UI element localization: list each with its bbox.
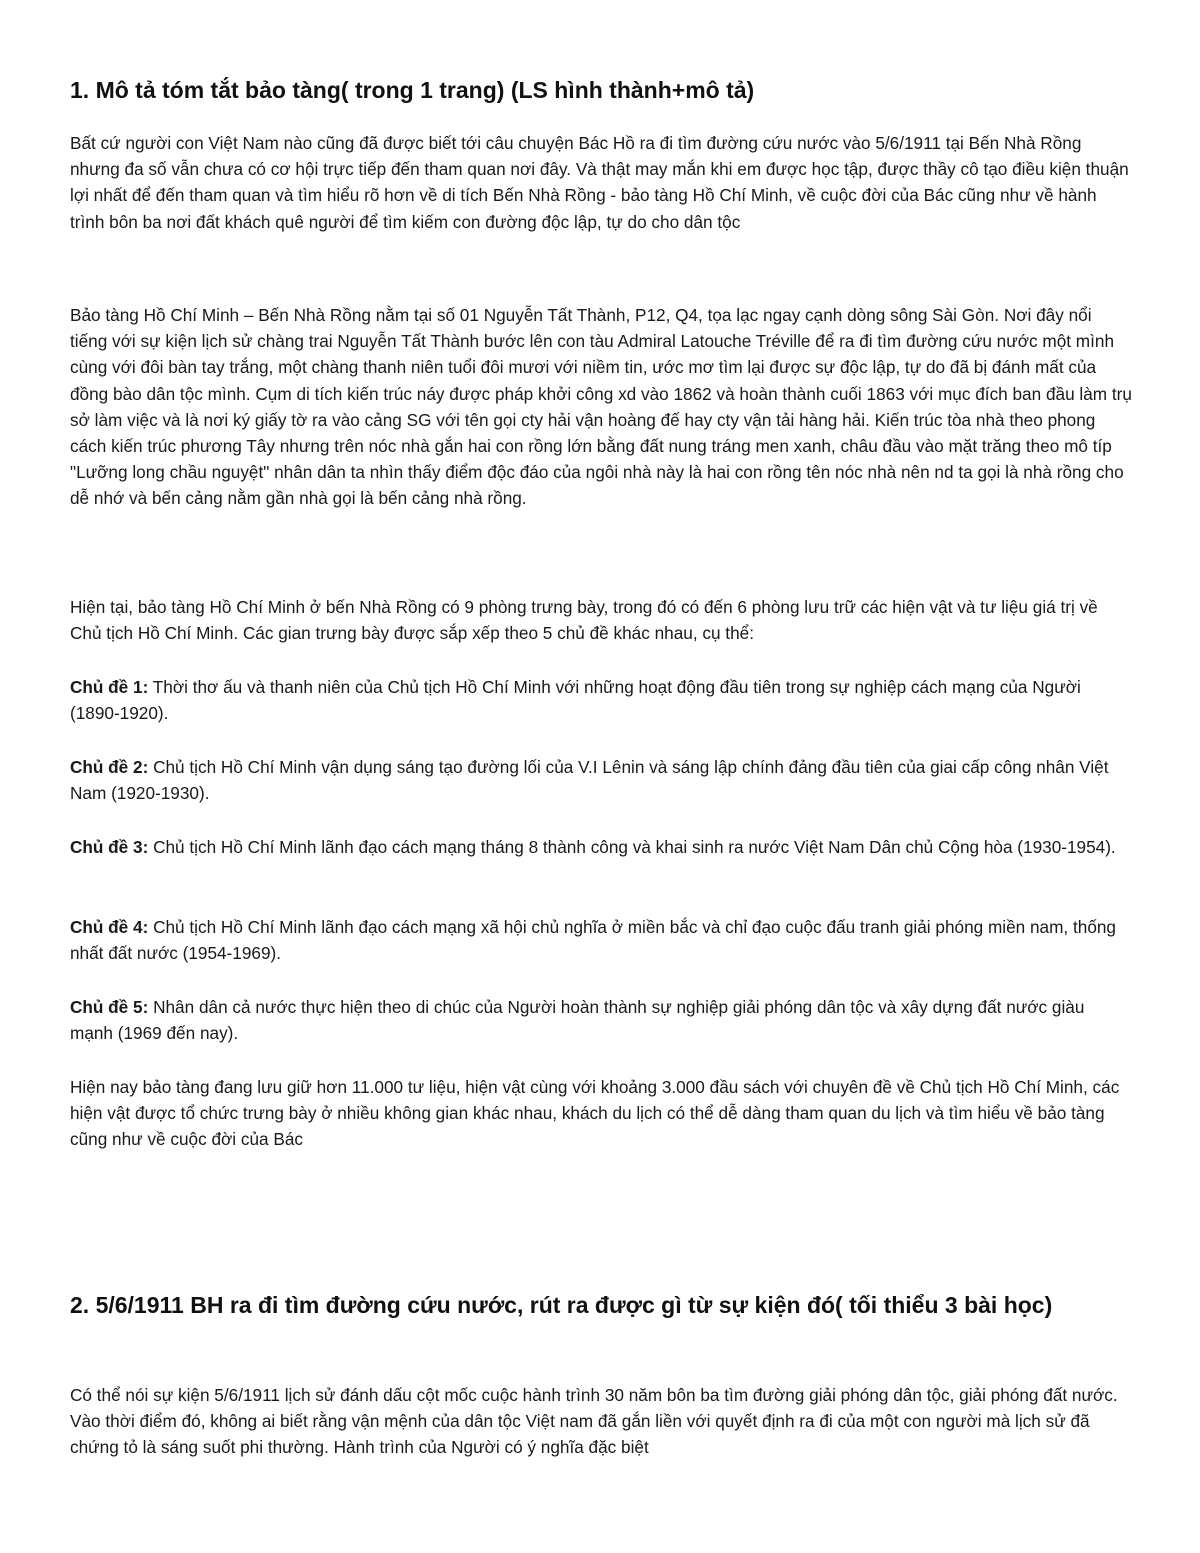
section-2-paragraph-1: Có thể nói sự kiện 5/6/1911 lịch sử đánh dấu cột mốc cuộc hành trình 30 năm bôn ba tìm đường giải phóng dân tộc, giải phóng đất nước. Vào thời điểm đó, không ai biết rằng vận mệnh của dân tộc Việt nam đã gắn liền với quyết định ra đi của một con người mà lịch sử đã chứng tỏ là sáng suốt phi thường. Hành trình của Người có ý nghĩa đặc biệt — [70, 1385, 1118, 1458]
topic-5-paragraph — [70, 994, 1132, 1046]
section-1-paragraph-3: Hiện tại, bảo tàng Hồ Chí Minh ở bến Nhà Rồng có 9 phòng trưng bày, trong đó có đến 6 phòng lưu trữ các hiện vật và tư liệu giá trị về Chủ tịch Hồ Chí Minh. Các gian trưng bày được sắp xếp theo 5 chủ đề khác nhau, cụ thể: — [70, 597, 1098, 644]
section-2-heading: 2. 5/6/1911 BH ra đi tìm đường cứu nước, rút ra được gì từ sự kiện đó( tối thiểu 3 bài học) — [70, 1292, 1053, 1318]
topic-5-label: Chủ đề 5: — [70, 997, 149, 1017]
topic-1-text: Thời thơ ấu và thanh niên của Chủ tịch Hồ Chí Minh với những hoạt động đầu tiên trong sự nghiệp cách mạng của Người (1890-1920). — [70, 677, 1081, 724]
topic-2-label: Chủ đề 2: — [70, 757, 149, 777]
topic-1-label: Chủ đề 1: — [70, 677, 149, 697]
topic-3-paragraph — [70, 834, 1132, 860]
section-1-paragraph-2: Bảo tàng Hồ Chí Minh – Bến Nhà Rồng nằm tại số 01 Nguyễn Tất Thành, P12, Q4, tọa lạc ngay cạnh dòng sông Sài Gòn. Nơi đây nổi tiếng với sự kiện lịch sử chàng trai Nguyễn Tất Thành bước lên con tàu Admiral Latouche Tréville để ra đi tìm đường cứu nước một mình cùng với đôi bàn tay trắng, một chàng thanh niên tuổi đôi mươi với niềm tin, ước mơ tìm lại được sự độc lập, tự do đã bị đánh mất của đồng bào dân tộc mình. Cụm di tích kiến trúc náy được pháp khởi công xd vào 1862 và hoàn thành cuối 1863 với mục đích ban đầu làm trụ sở làm việc và là nơi ký giấy tờ ra vào cảng SG với tên gọi cty hải vận hoàng đế hay cty vận tải hàng hải. Kiến trúc tòa nhà theo phong cách kiến trúc phương Tây nhưng trên nóc nhà gắn hai con rồng lớn bằng đất nung tráng men xanh, châu đầu vào mặt trăng theo mô típ "Lưỡng long chầu nguyệt" nhân dân ta nhìn thấy điểm độc đáo của ngôi nhà này là hai con rồng tên nóc nhà nên nd ta gọi là nhà rồng cho dễ nhớ và bến cảng nằm gần nhà gọi là bến cảng nhà rồng. — [70, 305, 1132, 509]
topic-3-label: Chủ đề 3: — [70, 837, 149, 857]
topic-2-paragraph — [70, 754, 1132, 806]
topic-1-paragraph — [70, 674, 1132, 726]
topic-4-text: Chủ tịch Hồ Chí Minh lãnh đạo cách mạng xã hội chủ nghĩa ở miền bắc và chỉ đạo cuộc đấu tranh giải phóng miền nam, thống nhất đất nước (1954-1969). — [70, 917, 1116, 964]
section-1-heading: 1. Mô tả tóm tắt bảo tàng( trong 1 trang) (LS hình thành+mô tả) — [70, 77, 755, 103]
topic-2-text: Chủ tịch Hồ Chí Minh vận dụng sáng tạo đường lối của V.I Lênin và sáng lập chính đảng đầu tiên của giai cấp công nhân Việt Nam (1920-1930). — [70, 757, 1109, 804]
topic-4-paragraph — [70, 914, 1132, 966]
section-1-paragraph-4: Hiện nay bảo tàng đang lưu giữ hơn 11.000 tư liệu, hiện vật cùng với khoảng 3.000 đầu sách với chuyên đề về Chủ tịch Hồ Chí Minh, các hiện vật được tổ chức trưng bày ở nhiều không gian khác nhau, khách du lịch có thể dễ dàng tham quan du lịch và tìm hiểu về bảo tàng cũng như về cuộc đời của Bác — [70, 1077, 1120, 1150]
topic-3-text: Chủ tịch Hồ Chí Minh lãnh đạo cách mạng tháng 8 thành công và khai sinh ra nước Việt Nam Dân chủ Cộng hòa (1930-1954). — [148, 837, 1116, 857]
section-1-paragraph-1: Bất cứ người con Việt Nam nào cũng đã được biết tới câu chuyện Bác Hồ ra đi tìm đường cứu nước vào 5/6/1911 tại Bến Nhà Rồng nhưng đa số vẫn chưa có cơ hội trực tiếp đến tham quan nơi đây. Và thật may mắn khi em được học tập, được thầy cô tạo điều kiện thuận lợi nhất để đến tham quan và tìm hiểu rõ hơn về di tích Bến Nhà Rồng - bảo tàng Hồ Chí Minh, về cuộc đời của Bác cũng như về hành trình bôn ba nơi đất khách quê người để tìm kiếm con đường độc lập, tự do cho dân tộc — [70, 133, 1129, 232]
topic-5-text: Nhân dân cả nước thực hiện theo di chúc của Người hoàn thành sự nghiệp giải phóng dân tộc và xây dựng đất nước giàu mạnh (1969 đến nay). — [70, 997, 1085, 1044]
topic-4-label: Chủ đề 4: — [70, 917, 149, 937]
